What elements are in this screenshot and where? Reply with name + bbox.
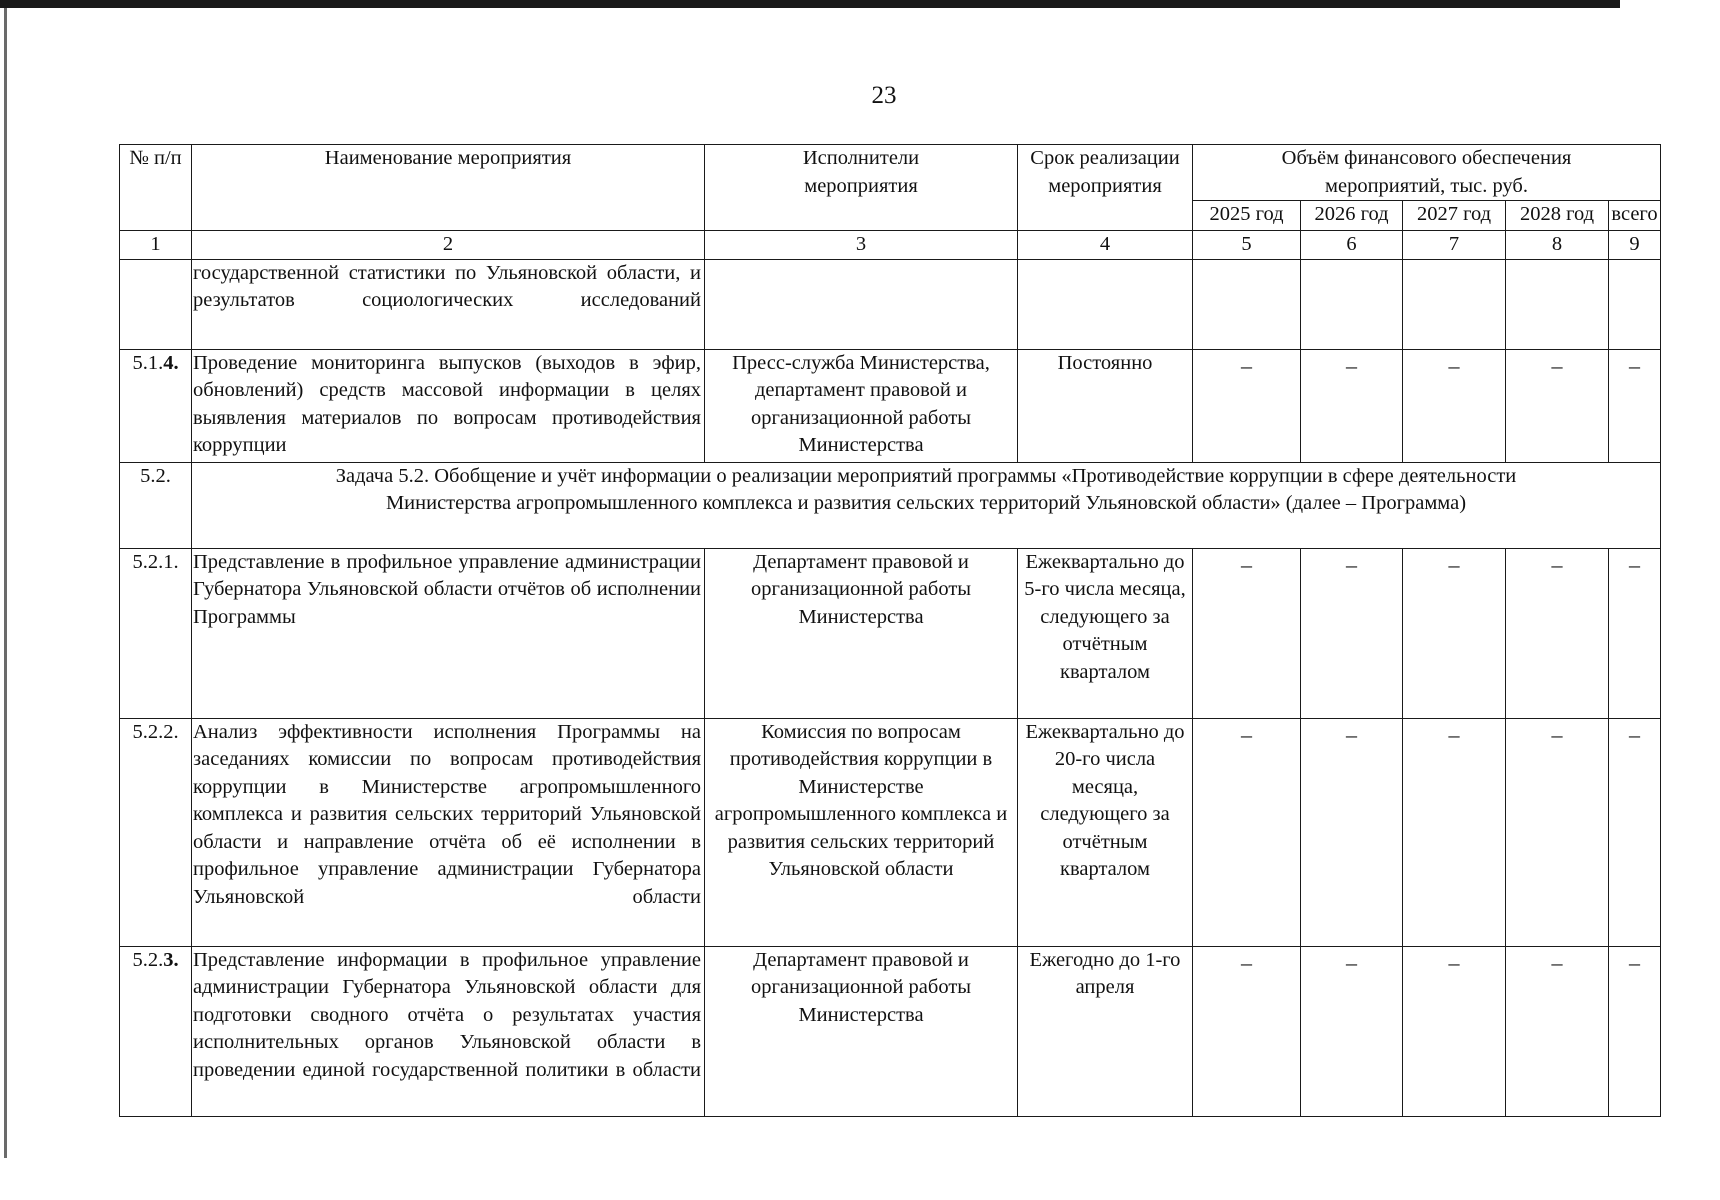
activities-table <box>119 144 1661 1117</box>
table-row <box>120 548 1661 718</box>
row-fin-2027: – <box>1403 548 1506 718</box>
row-fin-total: – <box>1609 946 1661 1116</box>
index-cell: 3 <box>705 231 1018 260</box>
row-name: Представление информации в профильное управление администрации Губернатора Ульяновской области для подготовки сводного отчёта о результатах участия исполнительных органов Ульяновской области в проведении единой государственной политики в области <box>192 946 705 1116</box>
task-number: 5.2. <box>120 462 192 548</box>
header-financing: Объём финансового обеспечения мероприятий, тыс. руб. <box>1193 145 1661 201</box>
row-executors: Департамент правовой и организационной работы Министерства <box>705 946 1018 1116</box>
row-executors: Комиссия по вопросам противодействия коррупции в Министерстве агропромышленного комплекса и развития сельских территорий Ульяновской области <box>705 718 1018 946</box>
row-fin-total: – <box>1609 548 1661 718</box>
table-row <box>120 946 1661 1116</box>
row-name: Представление в профильное управление администрации Губернатора Ульяновской области отчётов об исполнении Программы <box>192 548 705 718</box>
header-name: Наименование мероприятия <box>192 145 705 231</box>
row-executors: Пресс-служба Министерства, департамент правовой и организационной работы Министерства <box>705 349 1018 462</box>
row-number-prefix: 5.1. <box>132 351 164 374</box>
row-fin-2027: – <box>1403 946 1506 1116</box>
row-fin-2028 <box>1506 259 1609 349</box>
task-text: Задача 5.2. Обобщение и учёт информации о реализации мероприятий программы «Противодействие коррупции в сфере деятельности Министерства агропромышленного комплекса и развития сельских территорий Ульяновской области» (далее – Программа) <box>192 462 1661 548</box>
header-num: № п/п <box>120 145 192 231</box>
page-number: 23 <box>871 82 897 109</box>
row-fin-2028: – <box>1506 349 1609 462</box>
row-number: 5.2.1. <box>120 548 192 718</box>
index-cell: 7 <box>1403 231 1506 260</box>
row-term: Ежегодно до 1-го апреля <box>1018 946 1193 1116</box>
header-year-2028: 2028 год <box>1506 201 1609 231</box>
row-fin-2026: – <box>1301 548 1403 718</box>
header-year-2027: 2027 год <box>1403 201 1506 231</box>
task-row <box>120 462 1661 548</box>
row-executors: Департамент правовой и организационной работы Министерства <box>705 548 1018 718</box>
row-name: государственной статистики по Ульяновской области, и результатов социологических исследований <box>192 259 705 349</box>
row-number-bold: 3. <box>163 948 179 971</box>
row-fin-2025: – <box>1193 349 1301 462</box>
table-row <box>120 259 1661 349</box>
row-fin-2025: – <box>1193 718 1301 946</box>
row-number <box>120 946 192 1116</box>
header-year-2025: 2025 год <box>1193 201 1301 231</box>
row-fin-total <box>1609 259 1661 349</box>
index-cell: 5 <box>1193 231 1301 260</box>
index-cell: 9 <box>1609 231 1661 260</box>
row-term: Ежеквартально до 20-го числа месяца, следующего за отчётным кварталом <box>1018 718 1193 946</box>
row-fin-2028: – <box>1506 946 1609 1116</box>
index-cell: 8 <box>1506 231 1609 260</box>
row-fin-2025 <box>1193 259 1301 349</box>
row-fin-total: – <box>1609 718 1661 946</box>
scan-edge-left <box>4 8 7 1158</box>
header-total: всего <box>1609 201 1661 231</box>
row-number-bold: 4. <box>163 351 179 374</box>
row-fin-2028: – <box>1506 548 1609 718</box>
index-cell: 2 <box>192 231 705 260</box>
row-number-prefix: 5.2. <box>132 948 164 971</box>
row-fin-2026 <box>1301 259 1403 349</box>
row-name: Проведение мониторинга выпусков (выходов в эфир, обновлений) средств массовой информации в целях выявления материалов по вопросам противодействия коррупции <box>192 349 705 462</box>
row-fin-2027: – <box>1403 718 1506 946</box>
row-fin-2026: – <box>1301 946 1403 1116</box>
scan-edge-top <box>0 0 1620 8</box>
header-year-2026: 2026 год <box>1301 201 1403 231</box>
row-fin-2027: – <box>1403 349 1506 462</box>
row-fin-total: – <box>1609 349 1661 462</box>
header-executors: Исполнители мероприятия <box>705 145 1018 231</box>
column-index-row <box>120 231 1661 260</box>
row-fin-2026: – <box>1301 718 1403 946</box>
row-fin-2027 <box>1403 259 1506 349</box>
row-executors <box>705 259 1018 349</box>
row-fin-2025: – <box>1193 548 1301 718</box>
index-cell: 1 <box>120 231 192 260</box>
row-fin-2026: – <box>1301 349 1403 462</box>
row-fin-2028: – <box>1506 718 1609 946</box>
row-fin-2025: – <box>1193 946 1301 1116</box>
row-name: Анализ эффективности исполнения Программы на заседаниях комиссии по вопросам противодействия коррупции в Министерстве агропромышленного комплекса и развития сельских территорий Ульяновской области и направление отчёта об её исполнении в профильное управление администрации Губернатора Ульяновской области <box>192 718 705 946</box>
row-term <box>1018 259 1193 349</box>
row-number <box>120 349 192 462</box>
header-term: Срок реализации мероприятия <box>1018 145 1193 231</box>
index-cell: 4 <box>1018 231 1193 260</box>
header-row <box>120 145 1661 201</box>
table-row <box>120 349 1661 462</box>
row-term: Ежеквартально до 5-го числа месяца, следующего за отчётным кварталом <box>1018 548 1193 718</box>
row-number: 5.2.2. <box>120 718 192 946</box>
row-number <box>120 259 192 349</box>
index-cell: 6 <box>1301 231 1403 260</box>
table-row <box>120 718 1661 946</box>
row-term: Постоянно <box>1018 349 1193 462</box>
